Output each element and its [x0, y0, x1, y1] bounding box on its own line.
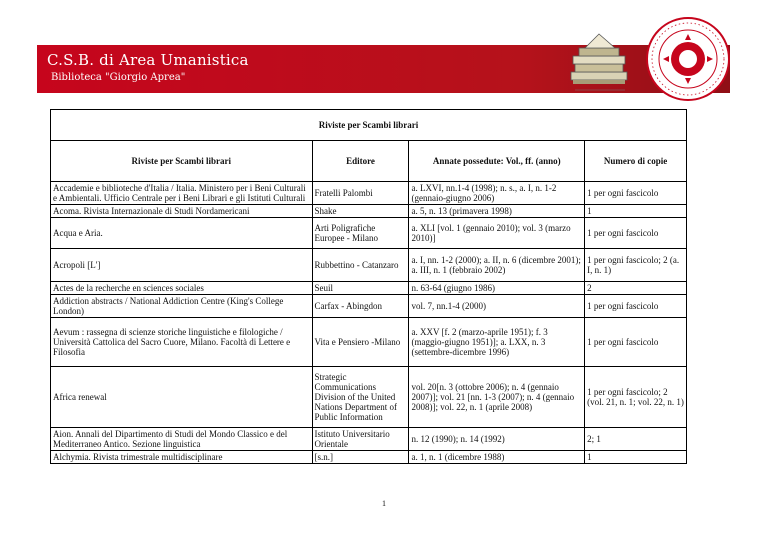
row-copie: 1 per ogni fascicolo [585, 218, 687, 249]
row-copie: 1 per ogni fascicolo; 2 (a. I, n. 1) [585, 249, 687, 282]
university-seal-icon [645, 16, 731, 102]
row-title: Aion. Annali del Dipartimento di Studi del Mondo Classico e del Mediterraneo Antico. Sezione linguistica [51, 428, 313, 451]
row-title: Accademie e biblioteche d'Italia / Italia. Ministero per i Beni Culturali e Ambientali. Ufficio Centrale per i Beni Librari e gli Istituti Culturali [51, 182, 313, 205]
row-copie: 1 per ogni fascicolo [585, 182, 687, 205]
books-logo-icon [565, 28, 635, 98]
row-annate: n. 63-64 (giugno 1986) [409, 282, 585, 295]
row-title: Alchymia. Rivista trimestrale multidisciplinare [51, 451, 313, 464]
row-annate: vol. 20[n. 3 (ottobre 2006); n. 4 (gennaio 2007)]; vol. 21 [nn. 1-3 (2007); n. 4 (gennaio 2008)]; vol. 22, n. 1 (aprile 2008) [409, 367, 585, 428]
row-editore: [s.n.] [312, 451, 409, 464]
row-annate: a. LXVI, nn.1-4 (1998); n. s., a. I, n. 1-2 (gennaio-giugno 2006) [409, 182, 585, 205]
row-copie: 1 per ogni fascicolo [585, 318, 687, 367]
row-annate: vol. 7, nn.1-4 (2000) [409, 295, 585, 318]
row-annate: a. XXV [f. 2 (marzo-aprile 1951); f. 3 (maggio-giugno 1951)]; a. LXX, n. 3 (settembre-dicembre 1996) [409, 318, 585, 367]
page-number: 1 [382, 499, 386, 508]
row-editore: Istituto Universitario Orientale [312, 428, 409, 451]
row-annate: a. I, nn. 1-2 (2000); a. II, n. 6 (dicembre 2001); a. III, n. 1 (febbraio 2002) [409, 249, 585, 282]
row-annate: n. 12 (1990); n. 14 (1992) [409, 428, 585, 451]
riviste-table [50, 109, 687, 464]
row-copie: 2 [585, 282, 687, 295]
row-editore: Seuil [312, 282, 409, 295]
row-annate: a. 5, n. 13 (primavera 1998) [409, 205, 585, 218]
row-copie: 1 per ogni fascicolo [585, 295, 687, 318]
column-header-copie: Numero di copie [585, 141, 687, 182]
table-row [51, 428, 687, 451]
row-editore: Carfax - Abingdon [312, 295, 409, 318]
table-row [51, 282, 687, 295]
row-copie: 1 [585, 451, 687, 464]
table-row [51, 367, 687, 428]
row-title: Addiction abstracts / National Addiction Centre (King's College London) [51, 295, 313, 318]
row-copie: 1 per ogni fascicolo; 2 (vol. 21, n. 1; vol. 22, n. 1) [585, 367, 687, 428]
column-header-annate: Annate possedute: Vol., ff. (anno) [409, 141, 585, 182]
table-row [51, 451, 687, 464]
row-editore: Rubbettino - Catanzaro [312, 249, 409, 282]
row-title: Acoma. Rivista Internazionale di Studi Nordamericani [51, 205, 313, 218]
row-copie: 2; 1 [585, 428, 687, 451]
banner-title: C.S.B. di Area Umanistica [47, 51, 249, 69]
row-title: Aevum : rassegna di scienze storiche linguistiche e filologiche / Università Cattolica del Sacro Cuore, Milano. Facoltà di Lettere e Filosofia [51, 318, 313, 367]
table-row [51, 295, 687, 318]
row-editore: Strategic Communications Division of the United Nations Department of Public Information [312, 367, 409, 428]
row-title: Acropoli [L'] [51, 249, 313, 282]
table-caption: Riviste per Scambi librari [51, 110, 687, 141]
row-copie: 1 [585, 205, 687, 218]
table-header-row [51, 141, 687, 182]
table-row [51, 218, 687, 249]
table-row [51, 318, 687, 367]
row-editore: Shake [312, 205, 409, 218]
table-row [51, 182, 687, 205]
row-editore: Fratelli Palombi [312, 182, 409, 205]
row-title: Actes de la recherche en sciences sociales [51, 282, 313, 295]
row-annate: a. 1, n. 1 (dicembre 1988) [409, 451, 585, 464]
row-editore: Vita e Pensiero -Milano [312, 318, 409, 367]
table-caption-row [51, 110, 687, 141]
table-row [51, 249, 687, 282]
row-title: Acqua e Aria. [51, 218, 313, 249]
row-title: Africa renewal [51, 367, 313, 428]
row-editore: Arti Poligrafiche Europee - Milano [312, 218, 409, 249]
row-annate: a. XLI [vol. 1 (gennaio 2010); vol. 3 (marzo 2010)] [409, 218, 585, 249]
table-row [51, 205, 687, 218]
column-header-editore: Editore [312, 141, 409, 182]
column-header-title: Riviste per Scambi librari [51, 141, 313, 182]
banner-subtitle: Biblioteca "Giorgio Aprea" [51, 72, 186, 83]
